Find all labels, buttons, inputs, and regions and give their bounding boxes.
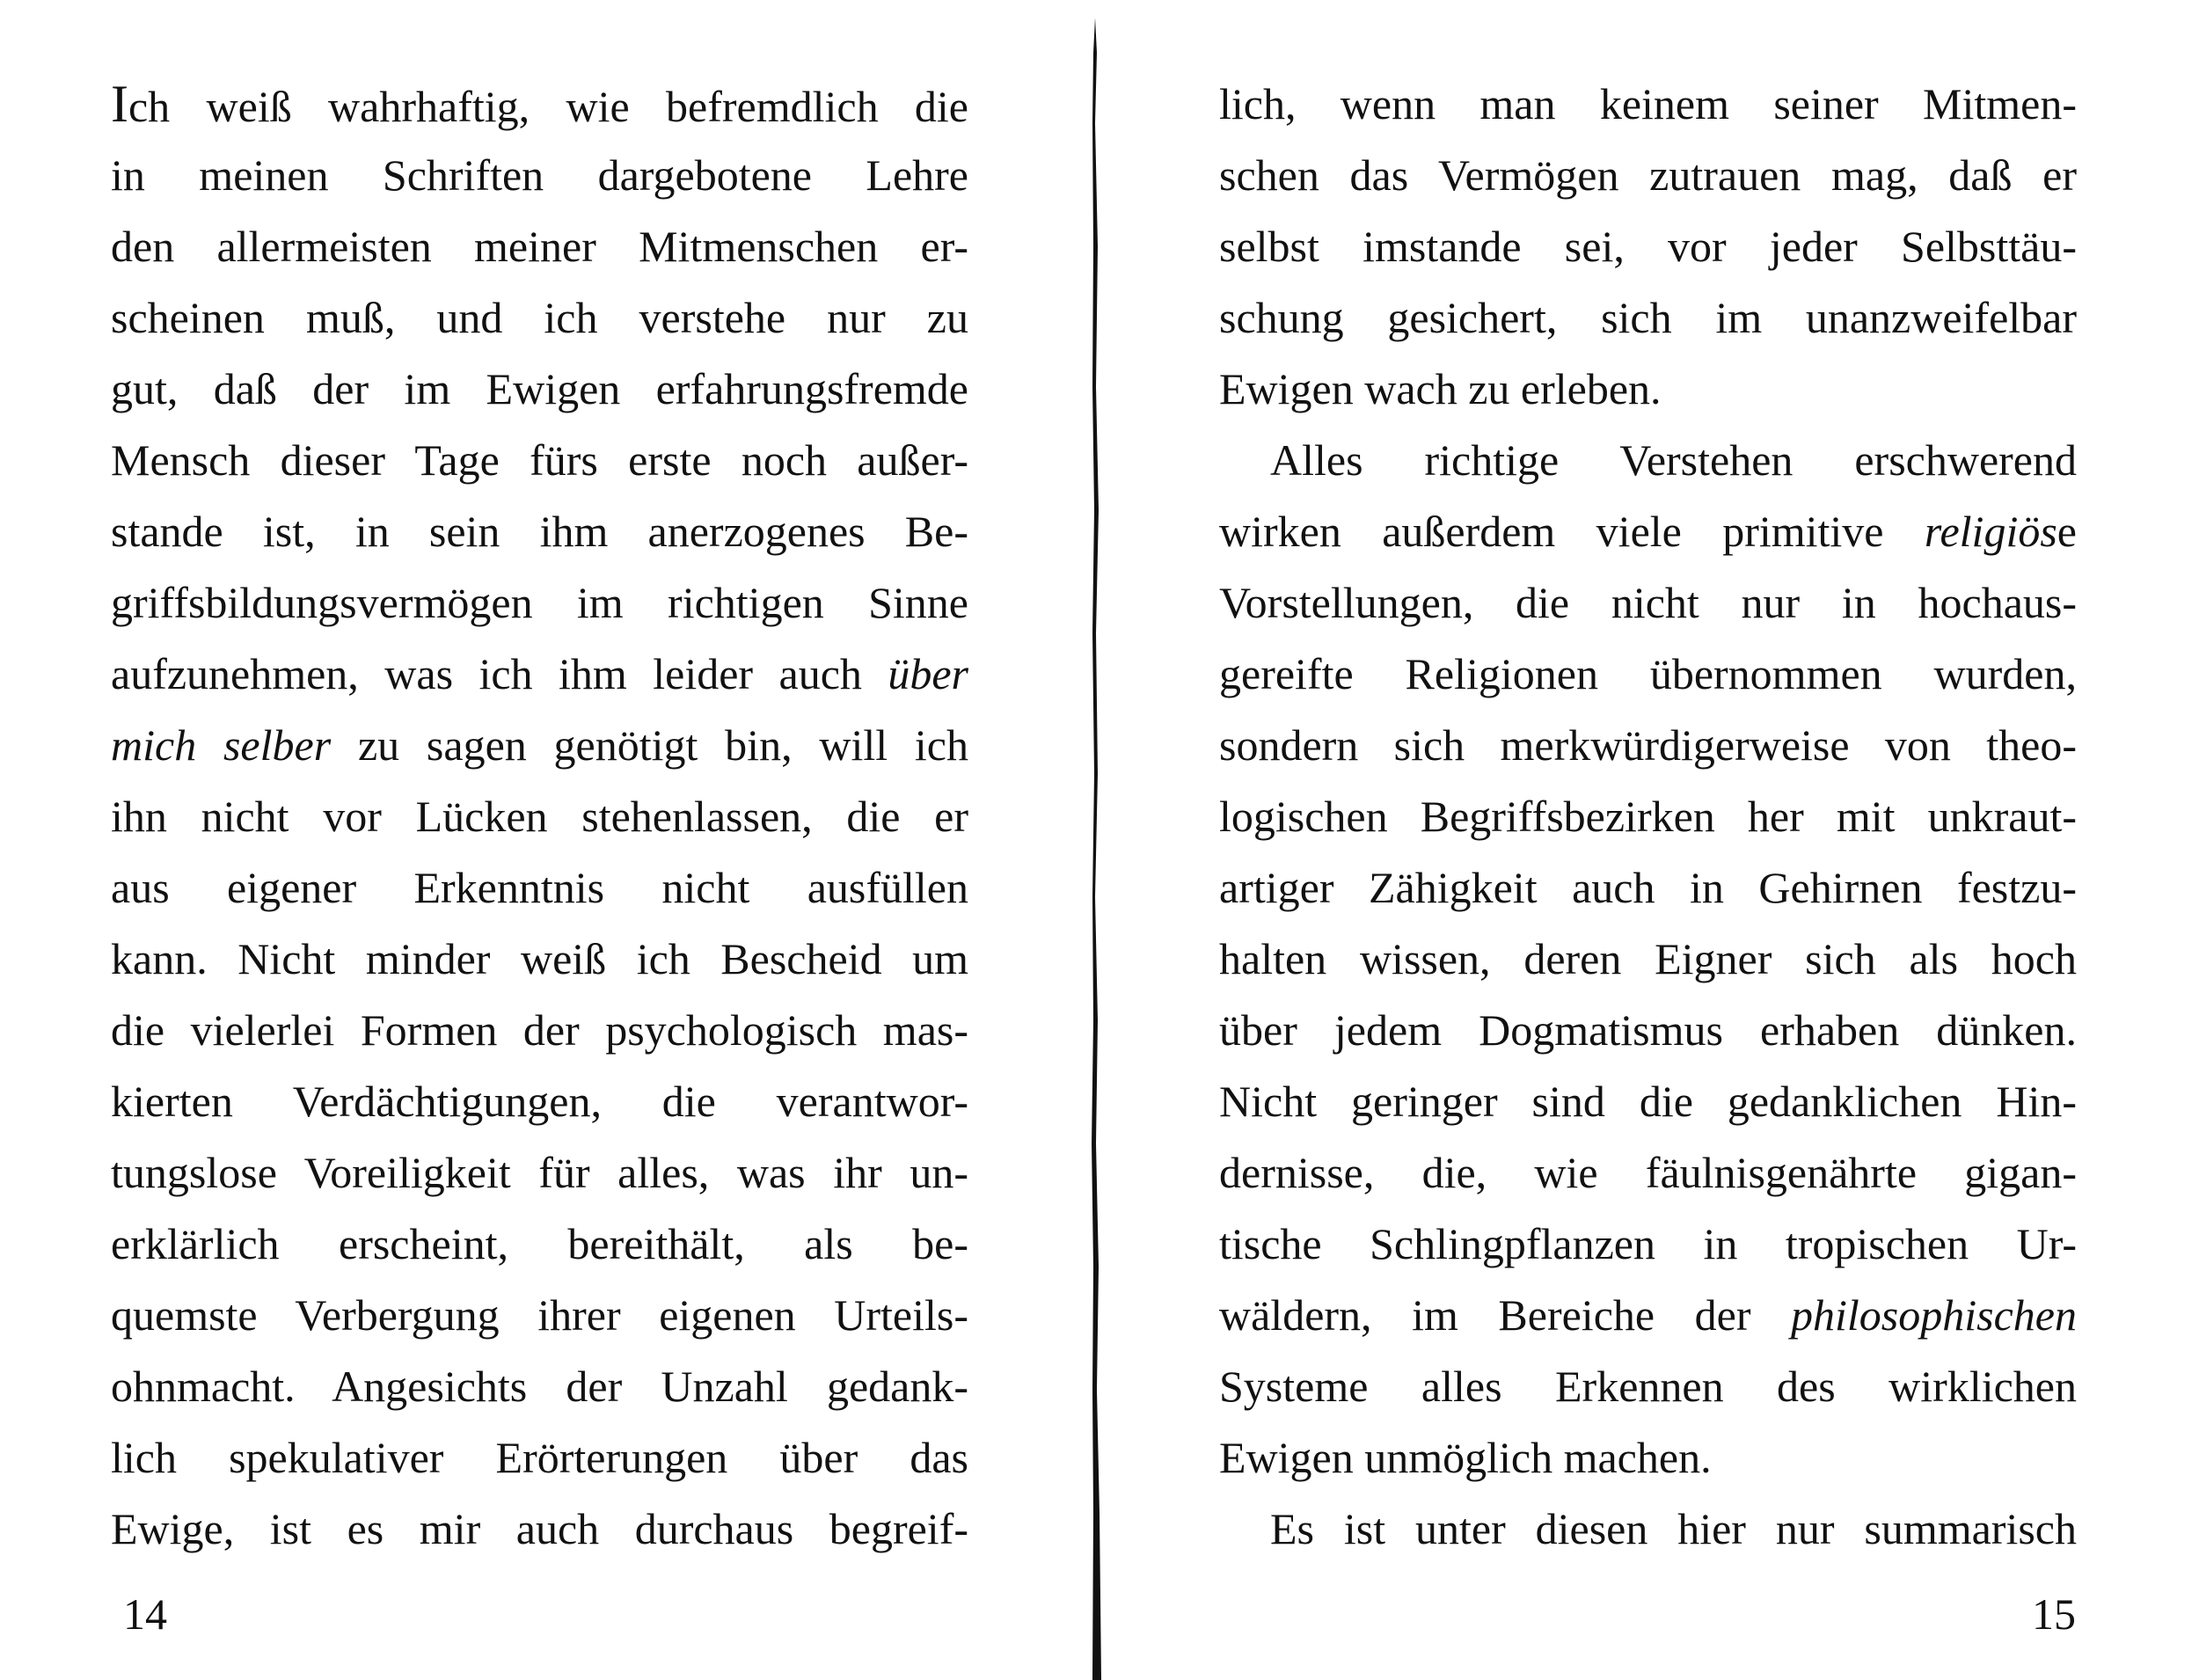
- text-line: stande ist, in sein ihm anerzogenes Be-: [111, 507, 968, 556]
- initial-letter: I: [111, 75, 128, 133]
- text-line: Mensch dieser Tage fürs erste noch außer-: [111, 435, 968, 485]
- text-line: Ewigen wach zu erleben.: [1219, 364, 1662, 413]
- text-line: lich spekulativer Erörterungen über das: [111, 1433, 968, 1482]
- text-line: [1219, 1280, 2077, 1351]
- text-line: sondern sich merkwürdigerweise von theo-: [1219, 720, 2077, 770]
- text-line: Systeme alles Erkennen des wirklichen: [1219, 1362, 2077, 1411]
- text-line: Ewigen unmöglich machen.: [1219, 1433, 1712, 1482]
- text-line: lich, wenn man keinem seiner Mitmen-: [1219, 79, 2077, 128]
- text-line: dernisse, die, wie fäulnisgenährte gigan-: [1219, 1148, 2077, 1197]
- text-line: Es ist unter diesen hier nur summarisch: [1270, 1504, 2077, 1553]
- gutter-line: [1091, 18, 1103, 1680]
- italic-text: mich selber: [111, 720, 332, 770]
- text-line: Alles richtige Verstehen erschwerend: [1270, 435, 2077, 485]
- text-line: tische Schlingpflanzen in tropischen Ur-: [1219, 1219, 2077, 1268]
- page-number: 14: [123, 1589, 167, 1639]
- text-line: die vielerlei Formen der psychologisch mas-: [111, 1005, 968, 1055]
- line-text: ch weiß wahrhaftig, wie befremdlich die: [128, 82, 968, 131]
- right-page: [1108, 0, 2199, 1680]
- left-page: [0, 0, 1082, 1680]
- text-line: ihn nicht vor Lücken stehenlassen, die er: [111, 792, 968, 841]
- text-line: ohnmacht. Angesichts der Unzahl gedank-: [111, 1362, 968, 1411]
- text-line: selbst imstande sei, vor jeder Selbsttäu-: [1219, 222, 2077, 271]
- text-line: erklärlich erscheint, bereithält, als be-: [111, 1219, 968, 1268]
- text-line: [111, 710, 968, 781]
- text-line: kann. Nicht minder weiß ich Bescheid um: [111, 934, 968, 983]
- line-text: wirken außerdem viele primitive: [1219, 507, 1925, 556]
- text-line: artiger Zähigkeit auch in Gehirnen festzu-: [1219, 863, 2077, 912]
- text-line: den allermeisten meiner Mitmenschen er-: [111, 222, 968, 271]
- line-text: wäldern, im Bereiche der: [1219, 1290, 1792, 1340]
- right-page-text: [1219, 69, 2077, 1565]
- line-text: e: [2057, 507, 2077, 556]
- left-page-text: [111, 69, 968, 1565]
- text-line: Vorstellungen, die nicht nur in hochaus-: [1219, 578, 2077, 627]
- text-line: aus eigener Erkenntnis nicht ausfüllen: [111, 863, 968, 912]
- text-line: kierten Verdächtigungen, die verantwor-: [111, 1077, 968, 1126]
- italic-text: über: [888, 649, 968, 698]
- text-line: quemste Verbergung ihrer eigenen Urteils-: [111, 1290, 968, 1340]
- text-line: [1219, 496, 2077, 567]
- text-line: scheinen muß, und ich verstehe nur zu: [111, 293, 968, 342]
- page-number: 15: [2032, 1589, 2076, 1639]
- text-line: griffsbildungsvermögen im richtigen Sinne: [111, 578, 968, 627]
- text-line: logischen Begriffsbezirken her mit unkraut-: [1219, 792, 2077, 841]
- text-line: Nicht geringer sind die gedanklichen Hin-: [1219, 1077, 2077, 1126]
- book-gutter: [1091, 18, 1103, 1680]
- text-line: tungslose Voreiligkeit für alles, was ihr un-: [111, 1148, 968, 1197]
- text-line: halten wissen, deren Eigner sich als hoch: [1219, 934, 2077, 983]
- line-text: zu sagen genötigt bin, will ich: [331, 720, 968, 770]
- italic-text: philosophischen: [1791, 1290, 2077, 1340]
- italic-text: religiös: [1924, 507, 2057, 556]
- text-line: in meinen Schriften dargebotene Lehre: [111, 150, 968, 200]
- text-line: schung gesichert, sich im unanzweifelbar: [1219, 293, 2077, 342]
- text-line: [111, 69, 968, 140]
- line-text: aufzunehmen, was ich ihm leider auch: [111, 649, 888, 698]
- text-line: über jedem Dogmatismus erhaben dünken.: [1219, 1005, 2077, 1055]
- text-line: schen das Vermögen zutrauen mag, daß er: [1219, 150, 2077, 200]
- text-line: gereifte Religionen übernommen wurden,: [1219, 649, 2077, 698]
- text-line: [111, 639, 968, 710]
- text-line: gut, daß der im Ewigen erfahrungsfremde: [111, 364, 968, 413]
- text-line: Ewige, ist es mir auch durchaus begreif-: [111, 1504, 968, 1553]
